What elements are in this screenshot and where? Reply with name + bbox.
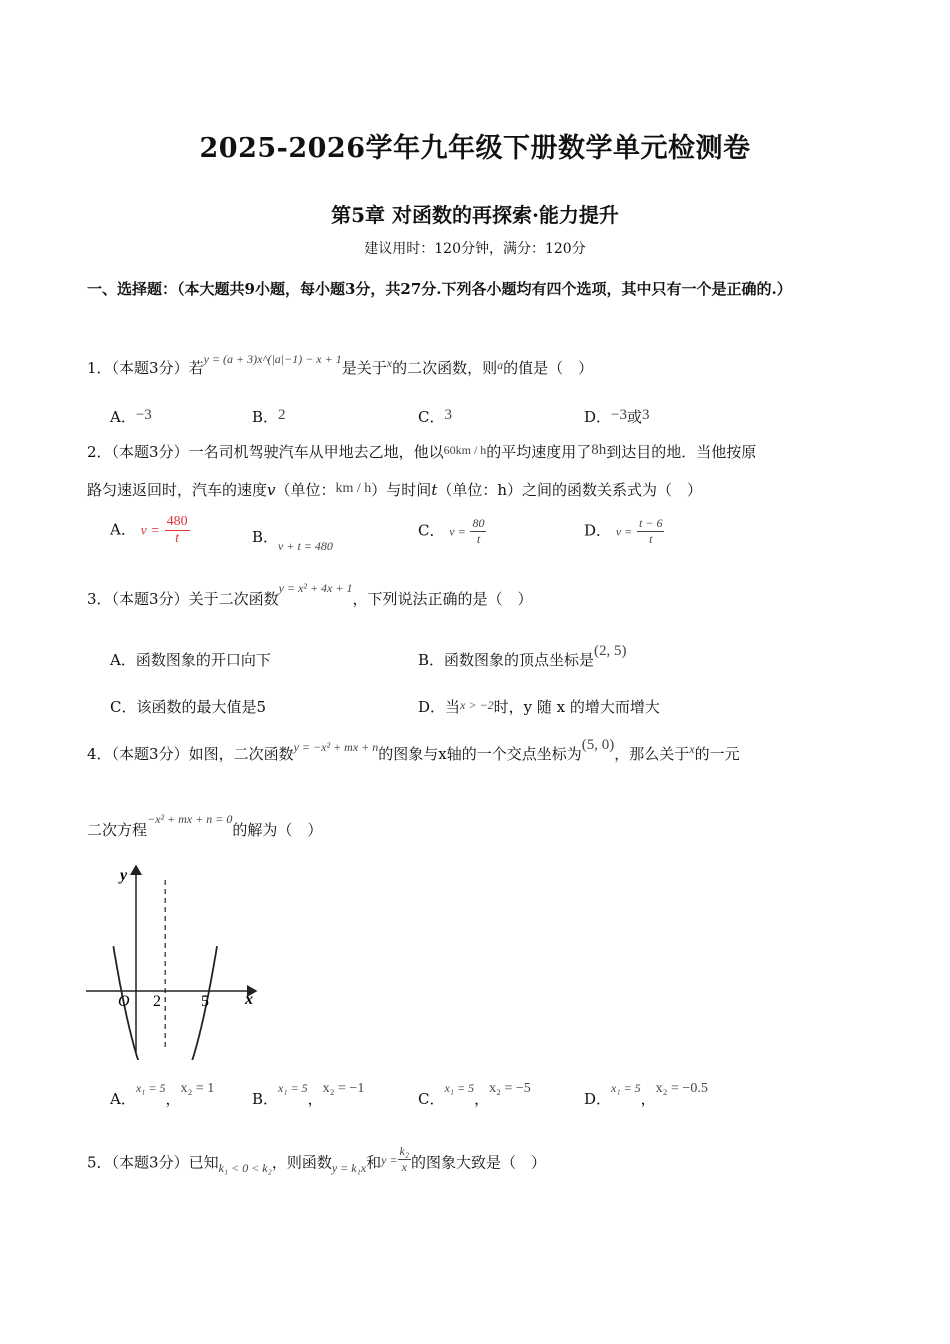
root-1: x₁ = 5	[444, 1081, 475, 1095]
option-math: v =	[449, 524, 466, 539]
exam-info: 建议用时：120分钟，满分：120分	[364, 241, 586, 257]
question-text: 到达目的地．当他按原	[606, 443, 757, 461]
question-text: （单位：	[275, 481, 336, 499]
option-math: x > −2	[460, 698, 494, 712]
fraction-numerator: 480	[166, 514, 188, 529]
question-2-line2	[87, 479, 702, 500]
point: (5, 0)	[581, 737, 615, 753]
root-2: x₂ = −5	[489, 1081, 531, 1096]
option-1a[interactable]	[110, 406, 152, 427]
option-label: A．	[110, 1090, 136, 1108]
option-3b[interactable]	[418, 643, 627, 670]
option-2a[interactable]	[110, 514, 190, 547]
option-label: C．	[110, 698, 137, 716]
question-text: ，则函数	[271, 1153, 332, 1172]
separator: ，	[307, 1090, 323, 1108]
variable: a	[497, 358, 504, 372]
x-axis-label: x	[245, 991, 253, 1008]
question-text: 是关于	[341, 359, 387, 377]
question-text: 路匀速返回时，汽车的速度	[87, 481, 268, 499]
question-text: 如图，二次函数	[188, 745, 294, 763]
option-2d[interactable]	[584, 516, 664, 547]
page-title: 2025-2026学年九年级下册数学单元检测卷	[199, 133, 751, 164]
option-label: B．	[418, 651, 445, 669]
origin-label: O	[118, 993, 130, 1010]
question-text: 的值是（ ）	[503, 359, 594, 377]
root-2: x₂ = −1	[322, 1081, 365, 1096]
question-5	[87, 1144, 547, 1179]
question-text: 和	[366, 1153, 382, 1172]
option-value: 2	[278, 407, 286, 423]
question-text: 一名司机驾驶汽车从甲地去乙地，他以	[188, 443, 444, 461]
question-text: 的一元	[694, 745, 740, 763]
option-1c[interactable]	[418, 406, 452, 427]
option-label: D．	[584, 1090, 612, 1108]
formula: y = (a + 3)x^(|a|−1) − x + 1	[203, 352, 342, 366]
separator: ，	[165, 1090, 181, 1108]
option-value: 3	[642, 407, 650, 423]
option-text: 时，y 随 x 的增大而增大	[493, 698, 660, 716]
question-number: 1．	[87, 359, 112, 377]
question-text: （单位：h）之间的函数关系式为（ ）	[437, 481, 703, 499]
option-label: B．	[252, 528, 279, 546]
fraction-numerator: 80	[472, 516, 485, 530]
question-number: 2．	[87, 443, 112, 461]
option-label: D．	[418, 698, 446, 716]
option-1b[interactable]	[252, 406, 286, 427]
question-score: （本题3分）	[111, 1153, 189, 1172]
option-4d[interactable]	[584, 1076, 708, 1108]
option-label: C．	[418, 408, 445, 426]
option-2b[interactable]	[252, 526, 333, 553]
tick-label-2: 2	[153, 993, 161, 1010]
option-text: 或	[627, 408, 643, 426]
speed-value: 60km / h	[443, 443, 487, 457]
section-heading: 一、选择题：（本大题共9小题，每小题3分，共27分.下列各小题均有四个选项，其中只有一个是正确的.）	[87, 280, 792, 298]
option-text: 函数图象的顶点坐标是	[444, 651, 595, 669]
question-3	[87, 581, 533, 609]
option-label: D．	[584, 408, 612, 426]
option-4a[interactable]	[110, 1076, 215, 1108]
option-label: C．	[418, 1090, 445, 1108]
option-label: B．	[252, 408, 279, 426]
question-text: 的图象大致是（ ）	[411, 1153, 547, 1172]
root-2: x₂ = −0.5	[655, 1081, 708, 1096]
option-label: A．	[110, 408, 136, 426]
question-text: ，下列说法正确的是（ ）	[352, 590, 533, 608]
y-axis-label: y	[120, 867, 128, 884]
function-1: y = k₁x	[331, 1160, 367, 1175]
condition: k₁ < 0 < k₂	[218, 1160, 272, 1175]
formula: y = −x² + mx + n	[293, 740, 379, 754]
option-4c[interactable]	[418, 1076, 531, 1108]
function-2: y =	[381, 1152, 398, 1167]
root-2: x₂ = 1	[180, 1081, 215, 1096]
question-4	[87, 737, 740, 764]
root-1: x₁ = 5	[135, 1081, 166, 1095]
option-3a[interactable]	[110, 649, 271, 670]
question-text: 的平均速度用了	[486, 443, 592, 461]
question-text: ）与时间	[371, 481, 432, 499]
option-2c[interactable]	[418, 516, 486, 547]
root-1: x₁ = 5	[611, 1081, 641, 1095]
option-4b[interactable]	[252, 1076, 365, 1108]
option-text: 函数图象的开口向下	[135, 651, 271, 669]
question-text: ，那么关于	[614, 745, 690, 763]
question-number: 5．	[87, 1153, 112, 1172]
option-label: B．	[252, 1090, 279, 1108]
question-score: （本题3分）	[111, 443, 189, 461]
option-value: −3	[611, 407, 627, 423]
root-1: x₁ = 5	[278, 1081, 308, 1095]
fraction-denominator: t	[476, 532, 481, 546]
parabola-graph	[84, 860, 264, 1060]
question-text: 的二次函数，则	[392, 359, 498, 377]
variable: x	[386, 356, 393, 370]
formula: y = x² + 4x + 1	[278, 581, 353, 595]
fraction-denominator: t	[175, 531, 180, 546]
fraction-numerator: t − 6	[639, 516, 663, 530]
option-label: C．	[418, 521, 445, 540]
variable: x	[689, 742, 695, 756]
option-math: v =	[615, 524, 633, 539]
question-text: 关于二次函数	[188, 590, 279, 608]
variable: v	[267, 481, 276, 499]
question-number: 4．	[87, 745, 112, 763]
option-math: v + t = 480	[278, 539, 333, 553]
question-score: （本题3分）	[111, 590, 189, 608]
option-3d[interactable]	[418, 696, 660, 717]
fraction-denominator: t	[649, 532, 653, 546]
option-value: 3	[444, 407, 452, 423]
question-2	[87, 441, 756, 462]
option-text: 该函数的最大值是5	[136, 698, 267, 716]
fraction-numerator: k₂	[399, 1144, 410, 1158]
option-3c[interactable]	[110, 696, 266, 717]
fraction-denominator: x	[401, 1160, 407, 1174]
option-1d[interactable]	[584, 406, 650, 427]
option-math: v =	[140, 523, 160, 539]
separator: ，	[474, 1090, 490, 1108]
question-score: （本题3分）	[111, 359, 189, 377]
equation: −x² + mx + n = 0	[147, 812, 233, 826]
chapter-title: 第5章 对函数的再探索·能力提升	[331, 203, 619, 227]
question-text: 的图象与x轴的一个交点坐标为	[378, 745, 582, 763]
variable: t	[431, 481, 438, 499]
option-value: −3	[135, 407, 152, 423]
separator: ，	[640, 1090, 656, 1108]
option-label: A．	[110, 520, 136, 539]
question-score: （本题3分）	[111, 745, 189, 763]
question-text: 的解为（ ）	[232, 821, 323, 839]
question-text: 已知	[188, 1153, 219, 1172]
question-text: 若	[188, 359, 204, 377]
question-4-line2	[87, 812, 323, 840]
question-text: 二次方程	[87, 821, 148, 839]
question-number: 3．	[87, 590, 112, 608]
unit-value: km / h	[335, 481, 372, 496]
option-text: 当	[445, 698, 461, 716]
option-label: D．	[584, 521, 612, 540]
time-value: 8h	[591, 442, 607, 458]
question-1	[87, 352, 594, 378]
option-math: (2, 5)	[594, 643, 627, 659]
tick-label-5: 5	[201, 993, 209, 1010]
option-label: A．	[110, 651, 136, 669]
